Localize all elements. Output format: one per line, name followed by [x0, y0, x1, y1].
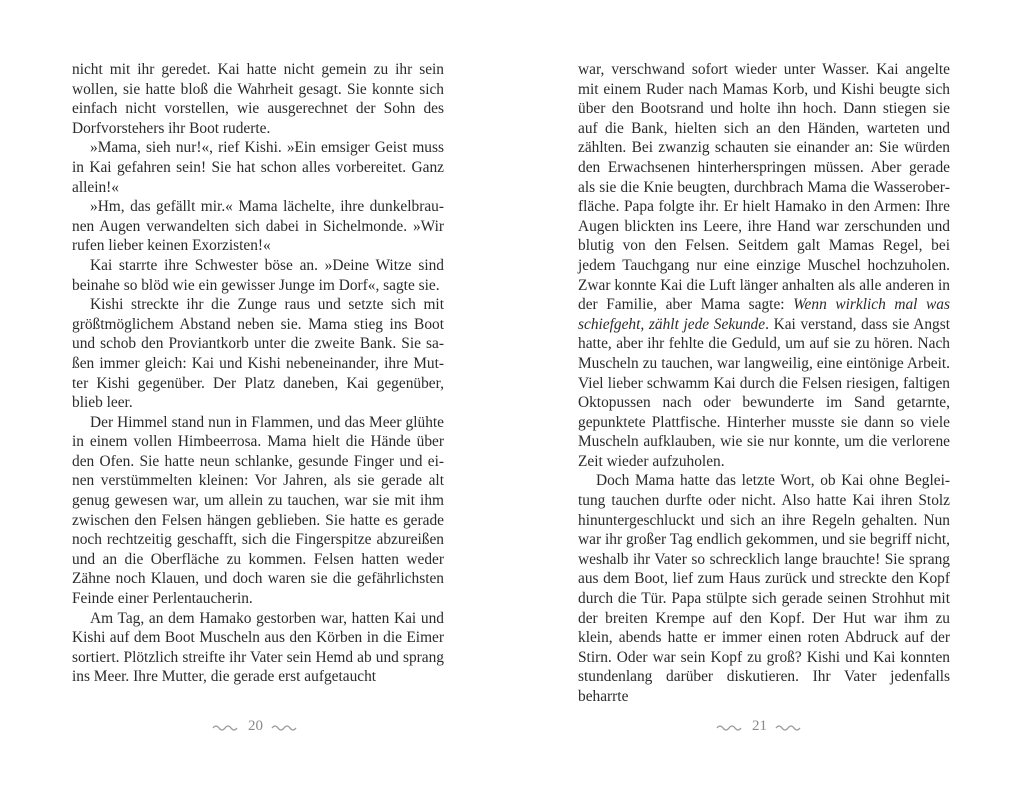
wave-ornament-icon: [271, 722, 299, 732]
right-paragraph-1-text: war, verschwand sofort wieder unter Wasser. Kai angelte mit einem Ruder nach Mamas Korb, und Kishi beugte sich über den Bootsrand und holte ihn hoch. Dann stiegen sie auf die Bank, hielten sich an den Händen, warteten und zählten. Bei zwanzig schauten sie einander an: Sie würden den Erwachsenen hinterherspringen müssen. Aber gerade als sie die Knie beugten, durchbrach Mama die Wasseroberfläche. Papa folgte ihr. Er hielt Hamako in den Armen: Ihre Augen blickten ins Leere, ihre Hand war zerschunden und blutig von den Felsen. Seitdem galt Mamas Regel, bei jedem Tauchgang nur eine einzige Muschel hochzuholen. Zwar konnte Kai die Luft länger anhalten als alle anderen in der Familie, aber Mama sagte: Wenn wirklich mal was schiefgeht, zählt jede Sekunde. Kai verstand, dass sie Angst hatte, aber ihr fehlte die Geduld, um auf sie zu hören. Nach Muscheln zu tauchen, war langweilig, eine eintönige Arbeit. Viel lieber schwamm Kai durch die Felsen riesigen, faltigen Oktopussen nach oder bewunderte im Sand getarnte, gepunktete Plattfische. Hinterher musste sie dann so viele Muscheln aufklauben, wie sie nur konnte, um die verlorene Zeit wieder aufzuholen.: [578, 61, 950, 470]
page-number-label: 20: [248, 718, 263, 734]
left-paragraph-3: »Hm, das gefällt mir.« Mama lächelte, ihre dunkelbraunen Augen verwandelten sich dabei in Sichelmonde. »Wir rufen lieber keinen Exorzisten!«: [72, 198, 444, 255]
right-page: [578, 60, 950, 707]
left-page-number: [212, 718, 299, 735]
right-page-number: [716, 718, 803, 735]
italic-thought: Wenn wirklich mal was schiefgeht, zählt jede Sekunde: [578, 296, 950, 333]
right-paragraph-2: Doch Mama hatte das letzte Wort, ob Kai ohne Begleitung tauchen durfte oder nicht. Also hatte Kai ihren Stolz hinuntergeschluckt und sich an ihre Regeln gehalten. Nun war ihr großer Tag endlich gekommen, und sie begriff nicht, weshalb ihr Vater so schrecklich lange brauchte! Sie sprang aus dem Boot, lief zum Haus zurück und streckte den Kopf durch die Tür. Papa stülpte sich gerade seinen Strohhut mit der breiten Krempe auf den Kopf. Der Hut war ihm zu klein, abends hatte er immer einen roten Abdruck auf der Stirn. Oder war sein Kopf zu groß? Kishi und Kai konnten stundenlang darüber diskutieren. Ihr Vater jedenfalls beharrte: [578, 472, 950, 705]
left-paragraph-1: nicht mit ihr geredet. Kai hatte nicht gemein zu ihr sein wollen, sie hatte bloß die Wahrheit gesagt. Sie konnte sich einfach nicht vorstellen, wie ausgerechnet der Sohn des Dorfvorstehers ihr Boot ruderte.: [72, 61, 444, 137]
left-paragraph-2: »Mama, sieh nur!«, rief Kishi. »Ein emsiger Geist muss in Kai gefahren sein! Sie hat schon alles vorbereitet. Ganz allein!«: [72, 139, 444, 196]
left-paragraph-5: Kishi streckte ihr die Zunge raus und setzte sich mit größtmöglichem Abstand neben sie. Mama stieg ins Boot und schob den Proviantkorb unter die zweite Bank. Sie saßen immer gleich: Kai und Kishi nebeneinander, ihre Mutter Kishi gegenüber. Der Platz daneben, Kai gegenüber, blieb leer.: [72, 296, 444, 412]
page-number-label: 21: [752, 718, 767, 734]
wave-ornament-icon: [775, 722, 803, 732]
wave-ornament-icon: [212, 722, 240, 732]
left-paragraph-6: Der Himmel stand nun in Flammen, und das Meer glühte in einem vollen Himbeerrosa. Mama hielt die Hände über den Ofen. Sie hatte neun schlanke, gesunde Finger und einen verstümmelten kleinen: Vor Jahren, als sie gerade alt genug gewesen war, um allein zu tauchen, war sie mit ihm zwischen den Felsen hängen geblieben. Sie hatte es gerade noch rechtzeitig geschafft, sich die Fingerspitze abzureißen und an die Oberfläche zu kommen. Felsen hatten weder Zähne noch Klauen, und doch waren sie die gefährlichsten Feinde einer Perlentaucherin.: [72, 413, 444, 608]
left-page: [72, 60, 444, 687]
left-paragraph-7: Am Tag, an dem Hamako gestorben war, hatten Kai und Kishi auf dem Boot Muscheln aus den Körben in die Eimer sortiert. Plötzlich streifte ihr Vater sein Hemd ab und sprang ins Meer. Ihre Mutter, die gerade erst aufgetaucht: [72, 609, 444, 686]
right-paragraph-1: [578, 60, 950, 471]
wave-ornament-icon: [716, 722, 744, 732]
left-paragraph-4: Kai starrte ihre Schwester böse an. »Deine Witze sind beinahe so blöd wie ein gewisser Junge im Dorf«, sagte sie.: [72, 256, 444, 294]
